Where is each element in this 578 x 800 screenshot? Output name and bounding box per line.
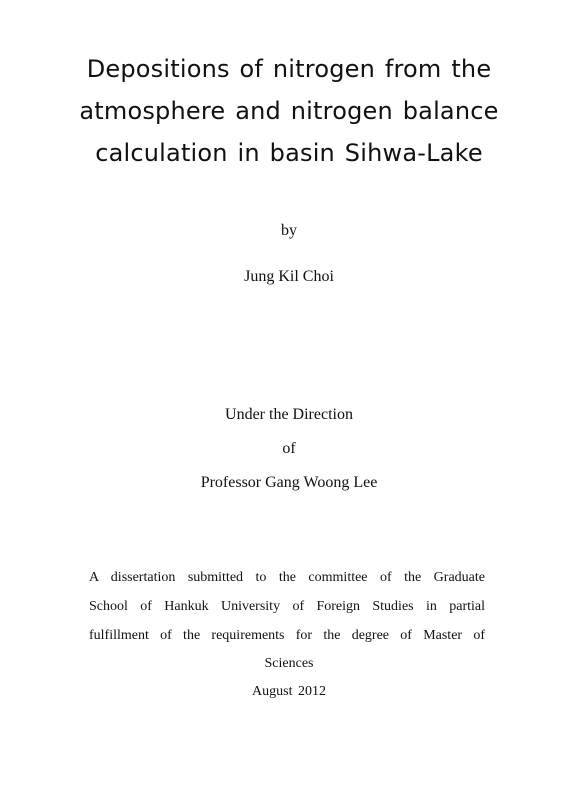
statement-line-1: A dissertation submitted to the committee of the Graduate [89, 570, 485, 585]
title-line-1: Depositions of nitrogen from the [86, 55, 492, 83]
by-label: by [281, 222, 297, 239]
statement-line-3: fulfillment of the requirements for the degree of Master of [89, 628, 485, 643]
advisor-name: Professor Gang Woong Lee [200, 474, 378, 491]
statement-line-2: School of Hankuk University of Foreign Studies in partial [89, 599, 485, 614]
direction-line-1: Under the Direction [225, 406, 353, 423]
statement-line-4: Sciences [264, 656, 314, 671]
author-name: Jung Kil Choi [244, 268, 334, 285]
title-line-2: atmosphere and nitrogen balance [79, 97, 499, 125]
direction-line-2: of [282, 440, 296, 457]
title-line-3: calculation in basin Sihwa-Lake [95, 139, 483, 167]
submission-date: August 2012 [252, 684, 326, 699]
